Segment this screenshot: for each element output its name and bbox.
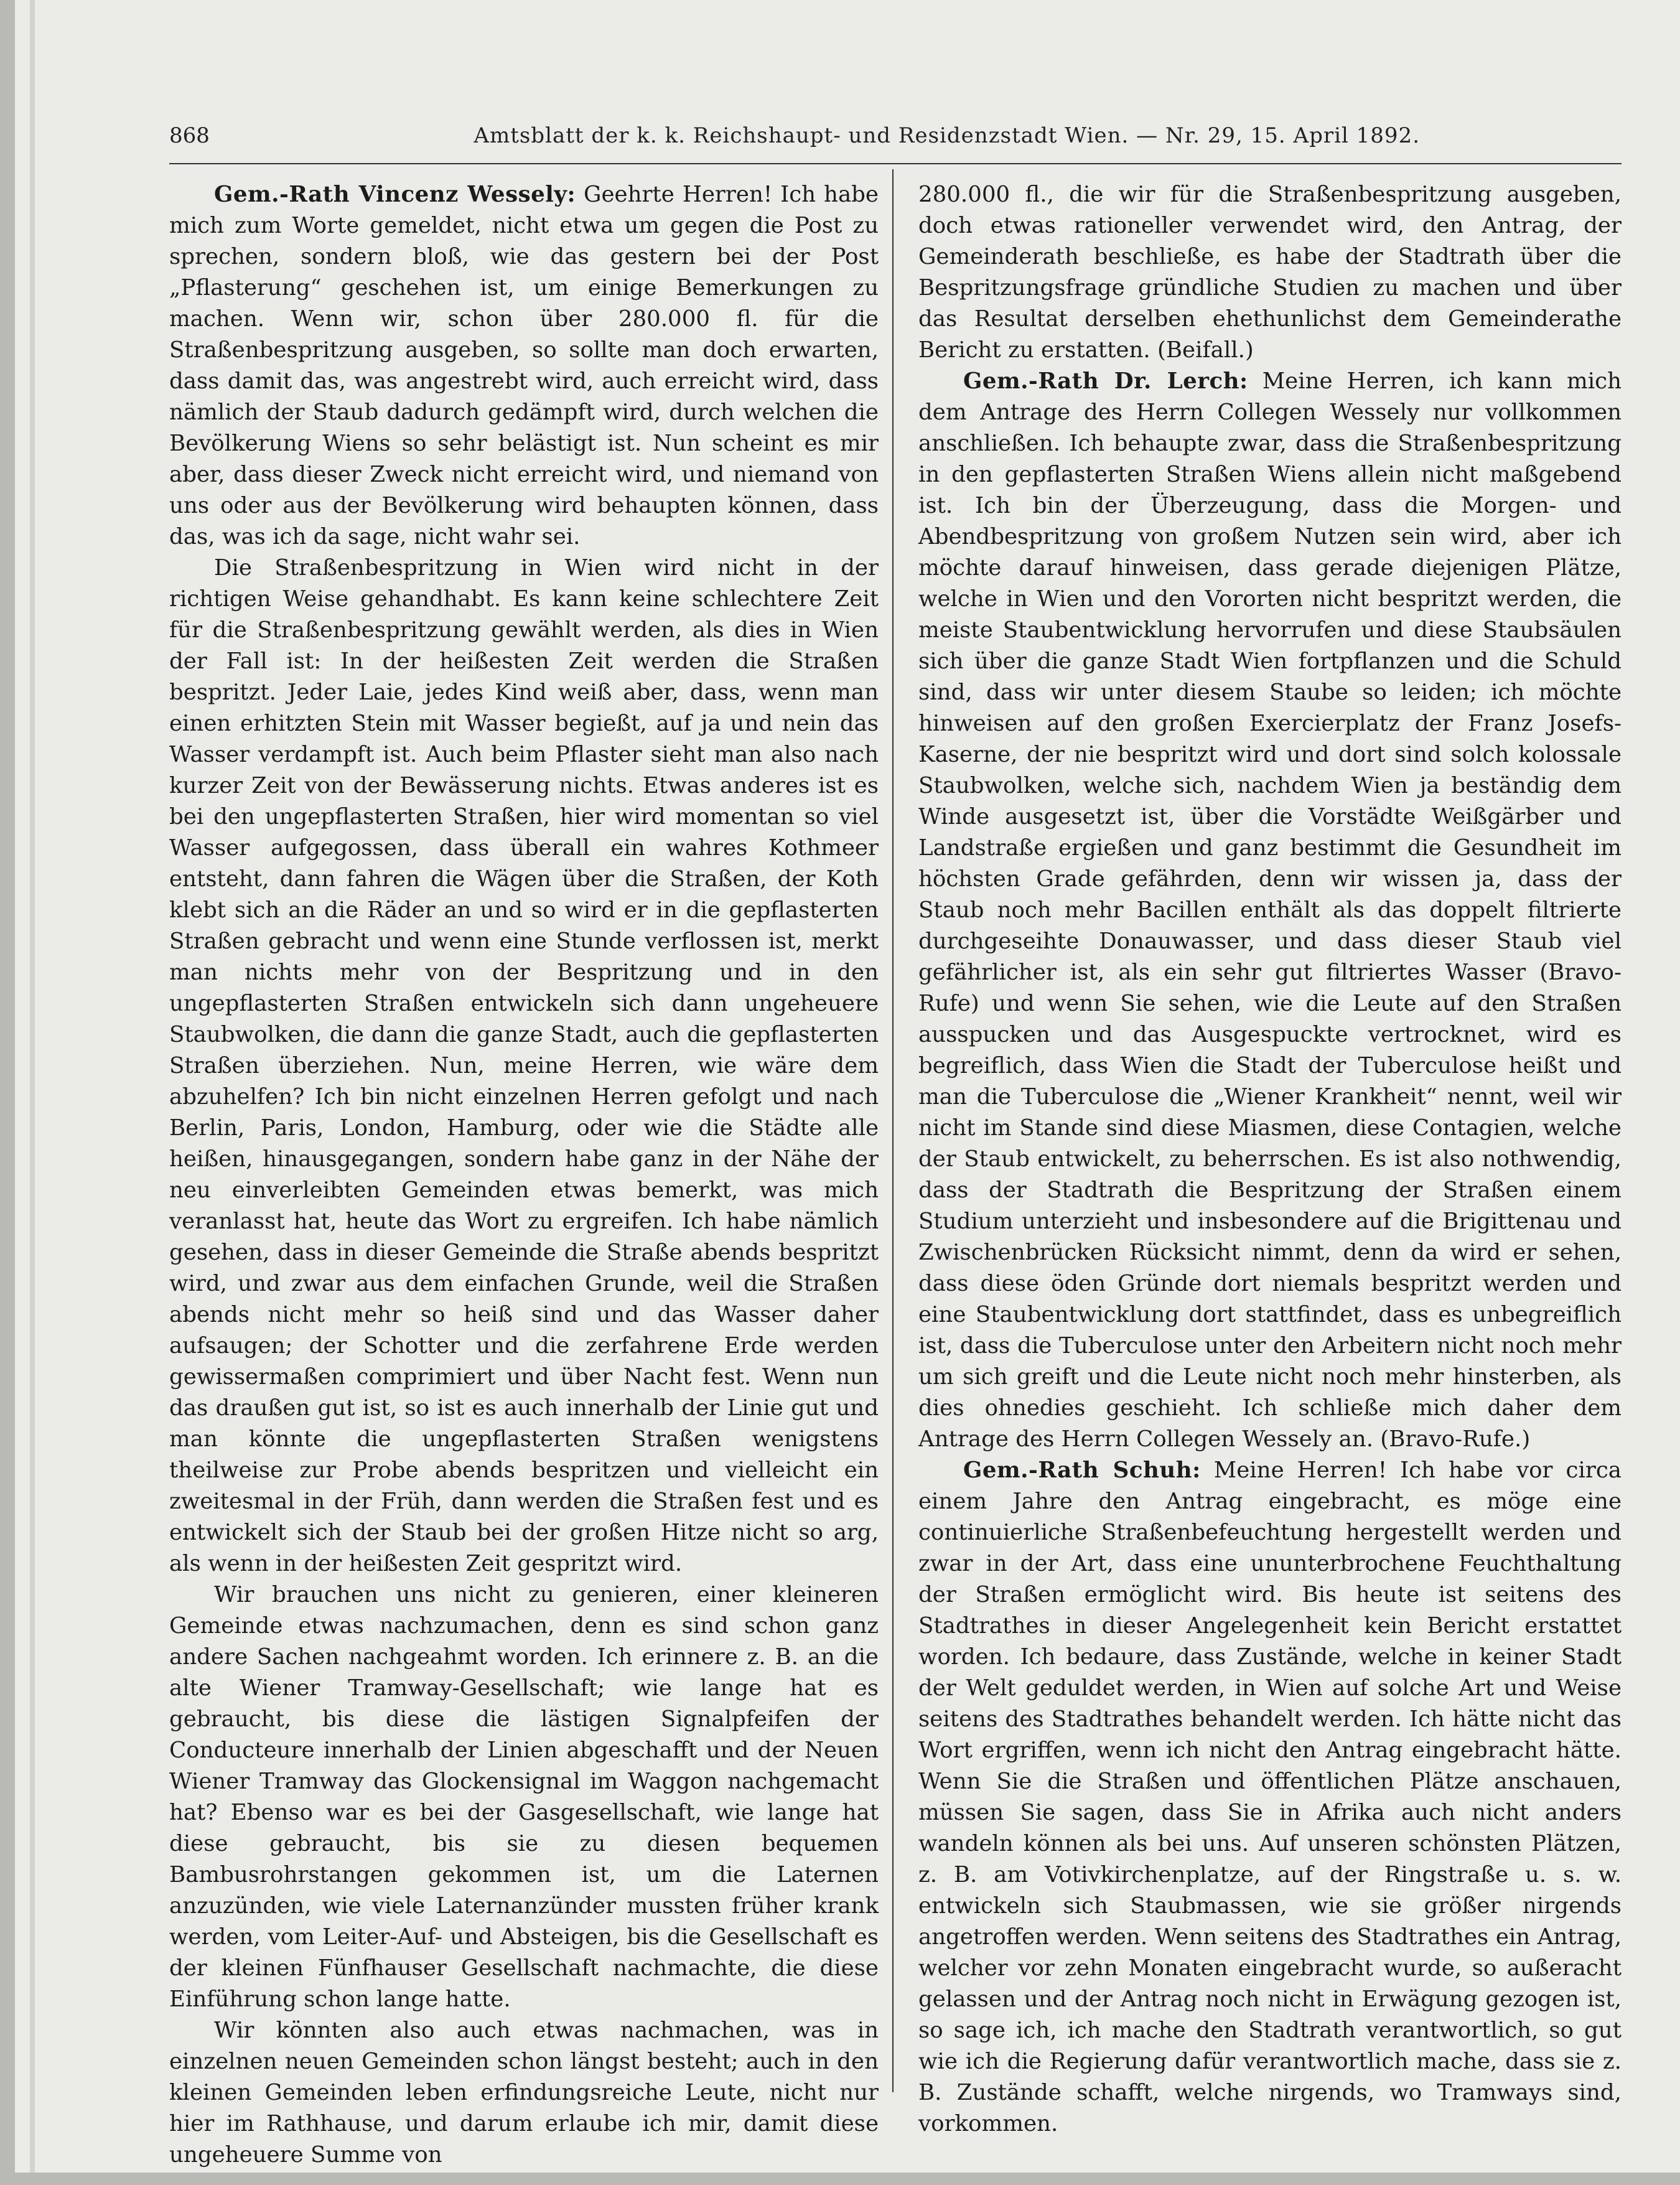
page-header [169,118,1420,156]
scan-edge [30,0,35,2173]
paragraph-text: Wir brauchen uns nicht zu genieren, einer kleineren Gemeinde etwas nachzumachen, denn es sind schon ganz andere Sachen nachgeahmt worden. Ich erinnere z. B. an die alte Wiener Tramway-Gesellschaft; wie lange hat es gebraucht, bis diese die lästigen Signalpfeifen der Conducteure innerhalb der Linien abgeschafft und der Neuen Wiener Tramway das Glockensignal im Waggon nachgemacht hat? Ebenso war es bei der Gasgesellschaft, wie lange hat diese gebraucht, bis sie zu diesen bequemen Bambusrohrstangen gekommen ist, um die Laternen anzuzünden, wie viele Laternanzünder mussten früher krank werden, vom Leiter-Auf- und Absteigen, bis die Gesellschaft es der kleinen Fünfhauser Gesellschaft nachmachte, die diese Einführung schon lange hatte. [169,1582,879,2012]
paragraph [169,553,879,1579]
paragraph-text: Die Straßenbespritzung in Wien wird nicht in der richtigen Weise gehandhabt. Es kann keine schlechtere Zeit für die Straßenbespritzung gewählt werden, als dies in Wien der Fall ist: In der heißesten Zeit werden die Straßen bespritzt. Jeder Laie, jedes Kind weiß aber, dass, wenn man einen erhitzten Stein mit Wasser begießt, auf ja und nein das Wasser verdampft ist. Auch beim Pflaster sieht man also nach kurzer Zeit von der Bewässerung nichts. Etwas anderes ist es bei den ungepflasterten Straßen, hier wird momentan so viel Wasser aufgegossen, dass überall ein wahres Kothmeer entsteht, dann fahren die Wägen über die Straßen, der Koth klebt sich an die Räder an und so wird er in die gepflasterten Straßen gebracht und wenn eine Stunde verflossen ist, merkt man nichts mehr von der Bespritzung und in den ungepflasterten Straßen entwickeln sich dann ungeheuere Staubwolken, die dann die ganze Stadt, auch die gepflasterten Straßen überziehen. Nun, meine Herren, wie wäre dem abzuhelfen? Ich bin nicht einzelnen Herren gefolgt und nach Berlin, Paris, London, Hamburg, oder wie die Städte alle heißen, hinausgegangen, sondern habe ganz in der Nähe der neu einverleibten Gemeinden etwas bemerkt, was mich veranlasst hat, heute das Wort zu ergreifen. Ich habe nämlich gesehen, dass in dieser Gemeinde die Straße abends bespritzt wird, und zwar aus dem einfachen Grunde, weil die Straßen abends nicht mehr so heiß sind und das Wasser daher aufsaugen; der Schotter und die zerfahrene Erde werden gewissermaßen comprimiert und über Nacht fest. Wenn nun das draußen gut ist, so ist es auch innerhalb der Linie gut und man könnte die ungepflasterten Straßen wenigstens theilweise zur Probe abends bespritzen und vielleicht ein zweitesmal in der Früh, dann werden die Straßen fest und es entwickelt sich der Staub bei der großen Hitze nicht so arg, als wenn in der heißesten Zeit gespritzt wird. [169,555,879,1576]
running-title: Amtsblatt der k. k. Reichshaupt- und Residenzstadt Wien. — Nr. 29, 15. April 1892. [474,123,1420,148]
speaker-name: Gem.-Rath Vincenz Wessely: [214,182,576,207]
paragraph-text: Meine Herren! Ich habe vor circa einem Jahre den Antrag eingebracht, es möge eine continuierliche Straßenbefeuchtung hergestellt werden und zwar in der Art, dass eine ununterbrochene Feuchthaltung der Straßen ermöglicht wird. Bis heute ist seitens des Stadtrathes in dieser Angelegenheit kein Bericht erstattet worden. Ich bedaure, dass Zustände, welche in keiner Stadt der Welt geduldet werden, in Wien auf solche Art und Weise seitens des Stadtrathes behandelt werden. Ich hätte nicht das Wort ergriffen, wenn ich nicht den Antrag eingebracht hätte. Wenn Sie die Straßen und öffentlichen Plätze anschauen, müssen Sie sagen, dass Sie in Afrika auch nicht anders wandeln können als bei uns. Auf unseren schönsten Plätzen, z. B. am Votivkirchenplatze, auf der Ringstraße u. s. w. entwickeln sich Staubmassen, wie sie größer nirgends angetroffen werden. Wenn seitens des Stadtrathes ein Antrag, welcher vor zehn Monaten eingebracht wurde, so außeracht gelassen und der Antrag noch nicht in Erwägung gezogen ist, so sage ich, ich mache den Stadtrath verantwortlich, so gut wie ich die Regierung dafür verantwortlich mache, dass sie z. B. Zustände schafft, welche nirgends, wo Tramways sind, vorkommen. [918,1457,1622,2136]
paragraph [918,1455,1622,2140]
paragraph [918,179,1622,366]
right-column [918,179,1622,2140]
column-divider [892,169,894,2092]
left-column [169,179,879,2171]
paragraph [169,1579,879,2015]
paragraph [918,366,1622,1455]
paragraph [169,2015,879,2171]
paragraph-text: Meine Herren, ich kann mich dem Antrage des Herrn Collegen Wessely nur vollkommen anschließen. Ich behaupte zwar, dass die Straßenbespritzung in den gepflasterten Straßen Wiens allein nicht maßgebend ist. Ich bin der Überzeugung, dass die Morgen- und Abendbespritzung von großem Nutzen sein wird, aber ich möchte darauf hinweisen, dass gerade diejenigen Plätze, welche in Wien und den Vororten nicht bespritzt werden, die meiste Staubentwicklung hervorrufen und diese Staubsäulen sich über die ganze Stadt Wien fortpflanzen und die Schuld sind, dass wir unter diesem Staube so leiden; ich möchte hinweisen auf den großen Exercierplatz der Franz Josefs-Kaserne, der nie bespritzt wird und dort sind solch kolossale Staubwolken, welche sich, nachdem Wien ja beständig dem Winde ausgesetzt ist, über die Vorstädte Weißgärber und Landstraße ergießen und ganz bestimmt die Gesundheit im höchsten Grade gefährden, denn wir wissen ja, dass der Staub noch mehr Bacillen enthält als das doppelt filtrierte durchgeseihte Donauwasser, und dass dieser Staub viel gefährlicher ist, als ein sehr gut filtriertes Wasser (Bravo-Rufe) und wenn Sie sehen, wie die Leute auf den Straßen ausspucken und das Ausgespuckte vertrocknet, wird es begreiflich, dass Wien die Stadt der Tuberculose heißt und man die Tuberculose die „Wiener Krankheit“ nennt, weil wir nicht im Stande sind diese Miasmen, diese Contagien, welche der Staub entwickelt, zu beherrschen. Es ist also nothwendig, dass der Stadtrath die Bespritzung der Straßen einem Studium unterzieht und insbesondere auf die Brigittenau und Zwischenbrücken Rücksicht nimmt, denn da wird er sehen, dass diese öden Gründe dort niemals bespritzt werden und eine Staubentwicklung dort stattfindet, dass es unbegreiflich ist, dass die Tuberculose unter den Arbeitern nicht noch mehr um sich greift und die Leute nicht noch mehr hinsterben, als dies ohnedies geschieht. Ich schließe mich daher dem Antrage des Herrn Collegen Wessely an. (Bravo-Rufe.) [918,368,1622,1452]
paragraph-text: Wir könnten also auch etwas nachmachen, was in einzelnen neuen Gemeinden schon längst besteht; auch in den kleinen Gemeinden leben erfindungsreiche Leute, nicht nur hier im Rathhause, und darum erlaube ich mir, damit diese ungeheuere Summe von [169,2018,879,2168]
paragraph [169,179,879,553]
page-number: 868 [169,123,210,148]
speaker-name: Gem.-Rath Dr. Lerch: [963,368,1248,394]
paragraph-text: 280.000 fl., die wir für die Straßenbespritzung ausgeben, doch etwas rationeller verwendet wird, den Antrag, der Gemeinderath beschließe, es habe der Stadtrath über die Bespritzungsfrage gründliche Studien zu machen und über das Resultat derselben ehethunlichst dem Gemeinderathe Bericht zu erstatten. (Beifall.) [918,182,1622,363]
speaker-name: Gem.-Rath Schuh: [963,1457,1201,1483]
paragraph-text: Geehrte Herren! Ich habe mich zum Worte gemeldet, nicht etwa um gegen die Post zu sprechen, sondern bloß, wie das gestern bei der Post „Pflasterung“ geschehen ist, um einige Bemerkungen zu machen. Wenn wir, schon über 280.000 fl. für die Straßenbespritzung ausgeben, so sollte man doch erwarten, dass damit das, was angestrebt wird, auch erreicht wird, dass nämlich der Staub dadurch gedämpft wird, durch welchen die Bevölkerung Wiens so sehr belästigt ist. Nun scheint es mir aber, dass dieser Zweck nicht erreicht wird, und niemand von uns oder aus der Bevölkerung wird behaupten können, dass das, was ich da sage, nicht wahr sei. [169,182,879,550]
header-rule [169,163,1622,164]
